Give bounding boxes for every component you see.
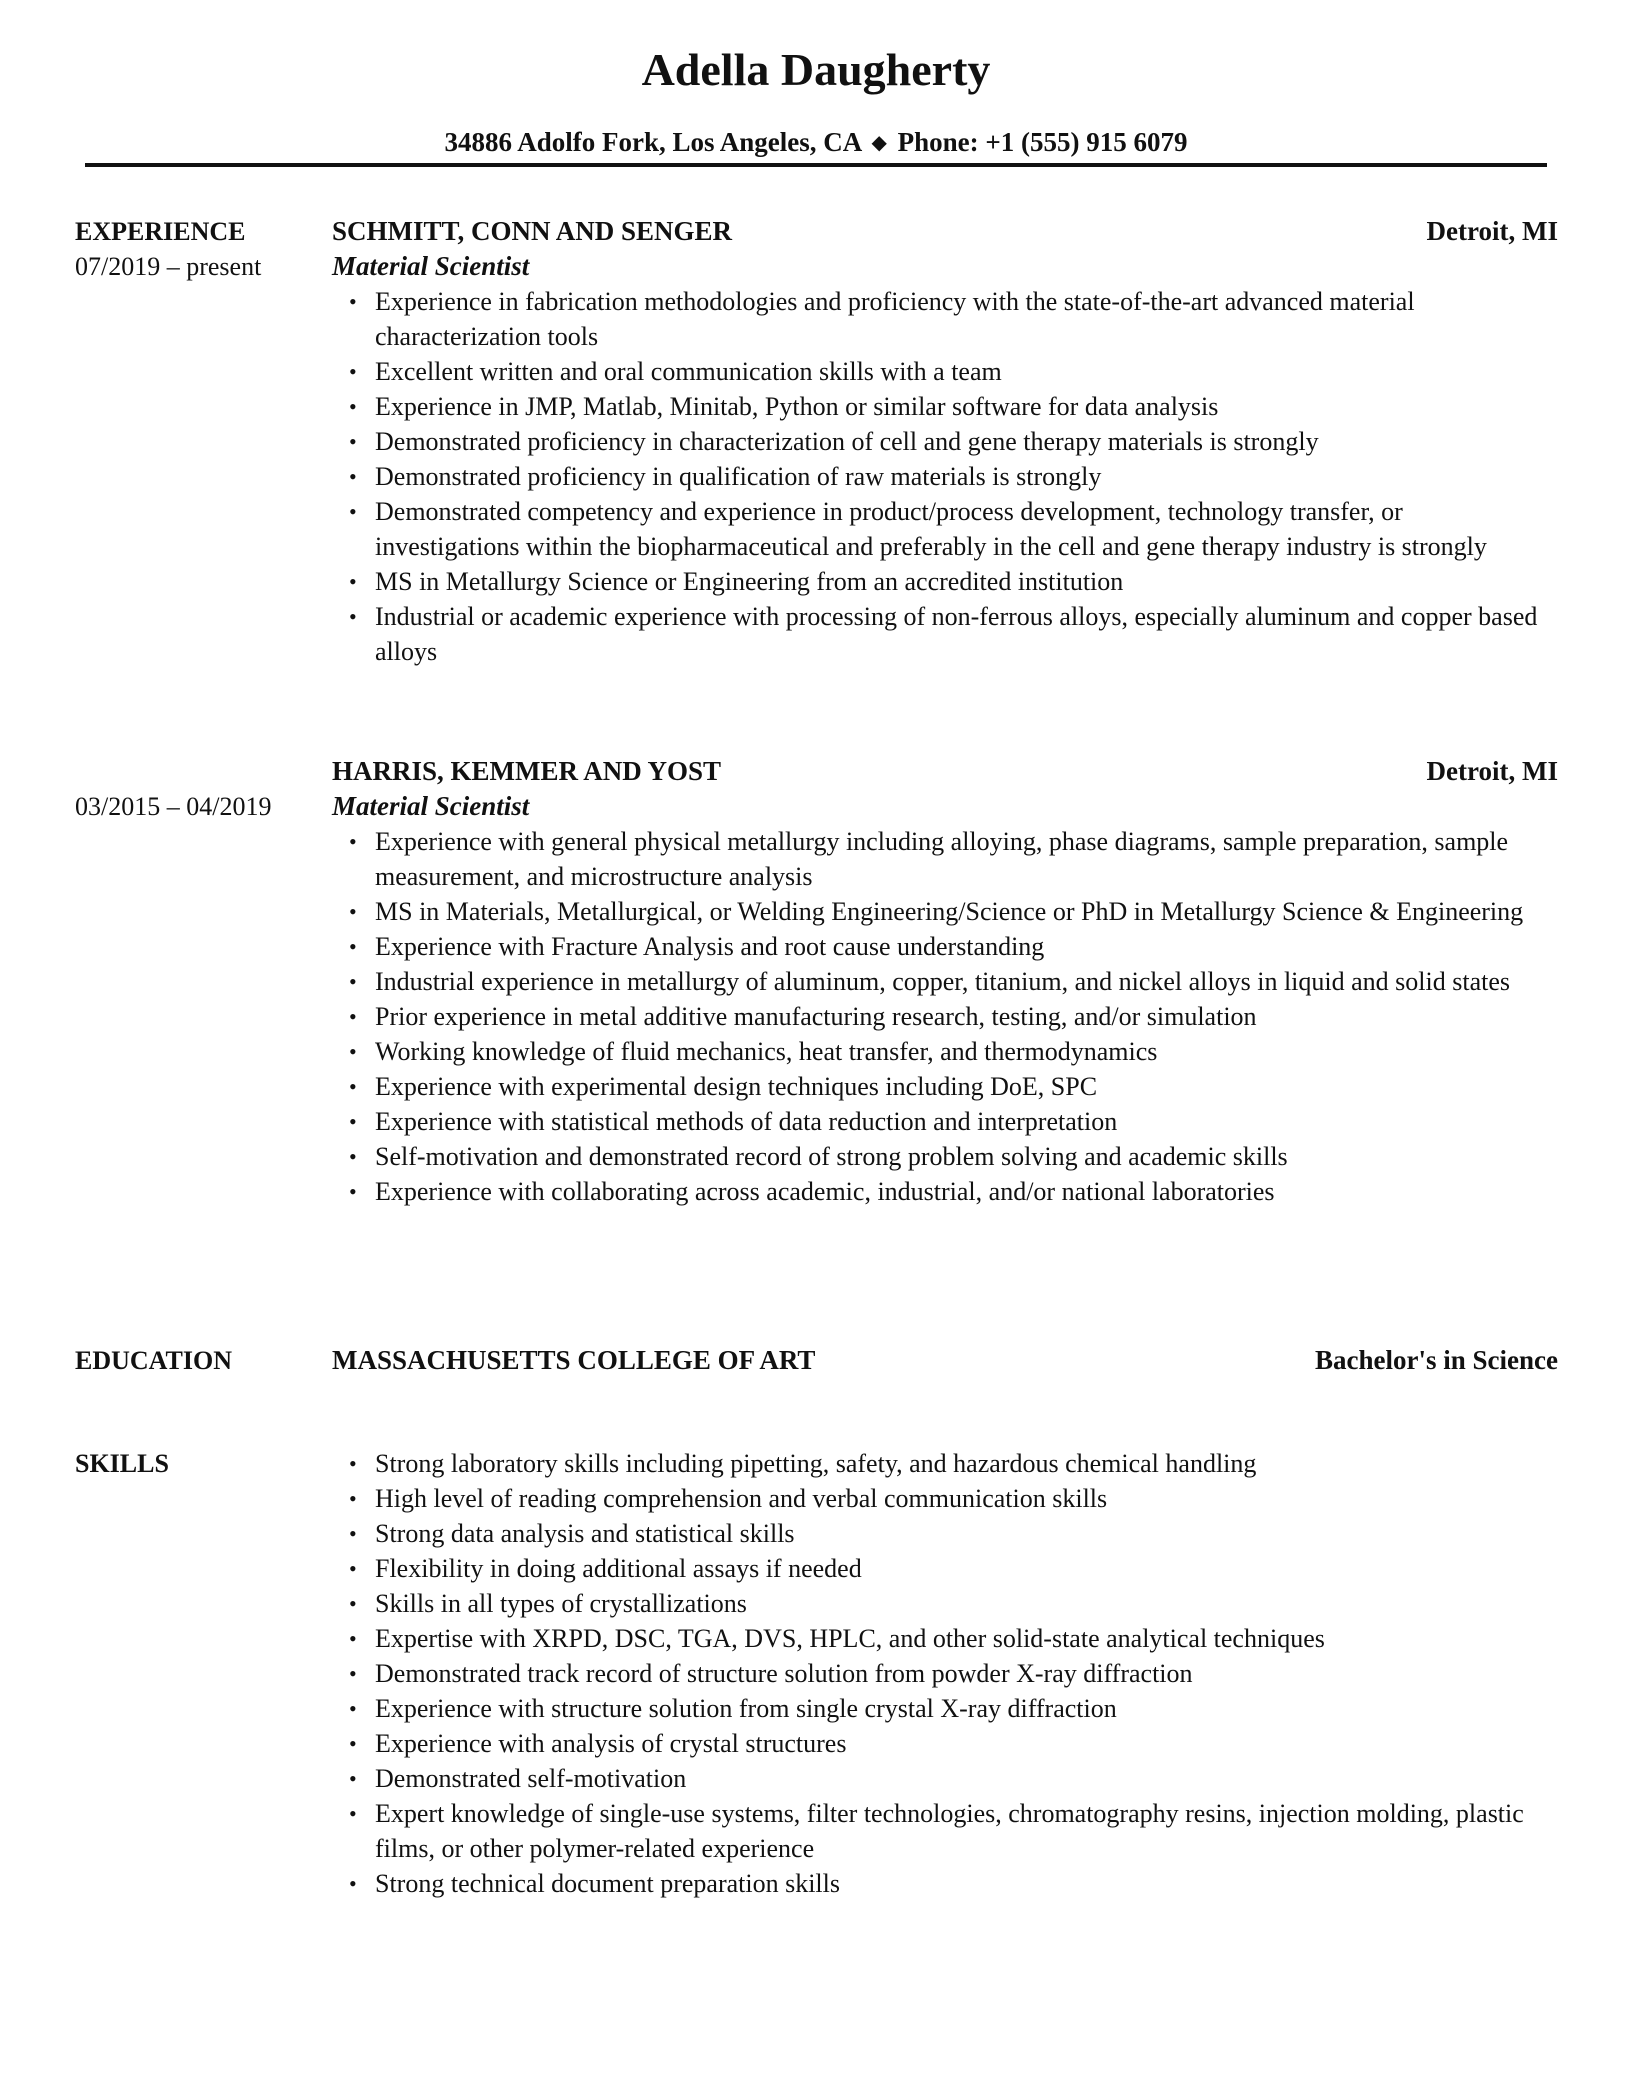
bullet-text: Prior experience in metal additive manufacturing research, testing, and/or simulation xyxy=(375,1002,1257,1031)
phone: Phone: +1 (555) 915 6079 xyxy=(897,127,1188,157)
bullet-icon: • xyxy=(349,394,357,419)
bullet-text: Self-motivation and demonstrated record of strong problem solving and academic skills xyxy=(375,1142,1288,1171)
bullet-item xyxy=(349,929,1558,964)
bullet-item xyxy=(349,389,1558,424)
degree: Bachelor's in Science xyxy=(1315,1345,1558,1375)
bullet-text: Excellent written and oral communication skills with a team xyxy=(375,357,1002,386)
bullet-icon: • xyxy=(349,429,357,454)
bullet-icon: • xyxy=(349,1179,357,1204)
bullet-item xyxy=(349,1446,1558,1481)
bullet-item xyxy=(349,424,1558,459)
bullet-item xyxy=(349,1796,1558,1866)
contact-line xyxy=(0,124,1632,163)
bullet-icon: • xyxy=(349,934,357,959)
section-label-skills: SKILLS xyxy=(75,1449,169,1478)
bullet-text: High level of reading comprehension and verbal communication skills xyxy=(375,1484,1108,1513)
diamond-separator-icon: ◆ xyxy=(871,132,887,154)
bullet-icon: • xyxy=(349,1451,357,1476)
bullet-item xyxy=(349,824,1558,894)
bullet-item xyxy=(349,1621,1558,1656)
bullet-icon: • xyxy=(349,289,357,314)
bullet-item xyxy=(349,1586,1558,1621)
bullet-item xyxy=(349,1034,1558,1069)
bullet-item xyxy=(349,564,1558,599)
bullet-icon: • xyxy=(349,1004,357,1029)
bullet-text: Demonstrated competency and experience in product/process development, technology transfer, or investigations within the biopharmaceutical and preferably in the cell and gene therapy industry is strongly xyxy=(375,497,1487,561)
bullet-text: Experience in JMP, Matlab, Minitab, Python or similar software for data analysis xyxy=(375,392,1219,421)
bullet-icon: • xyxy=(349,1626,357,1651)
job-title: Material Scientist xyxy=(332,251,530,281)
bullet-icon: • xyxy=(349,1521,357,1546)
bullet-item xyxy=(349,284,1558,354)
company-name: HARRIS, KEMMER AND YOST xyxy=(332,756,722,786)
candidate-name: Adella Daugherty xyxy=(641,44,991,95)
bullet-text: Strong laboratory skills including pipetting, safety, and hazardous chemical handling xyxy=(375,1449,1257,1478)
bullet-text: Experience with general physical metallurgy including alloying, phase diagrams, sample preparation, sample measurement, and microstructure analysis xyxy=(375,827,1509,891)
bullet-item xyxy=(349,1691,1558,1726)
company-name: SCHMITT, CONN AND SENGER xyxy=(332,216,733,246)
job-title: Material Scientist xyxy=(332,791,530,821)
skills-list-container xyxy=(332,1446,1558,1901)
bullet-item xyxy=(349,1516,1558,1551)
bullet-icon: • xyxy=(349,1661,357,1686)
bullet-text: Experience with analysis of crystal structures xyxy=(375,1729,847,1758)
bullet-item xyxy=(349,1104,1558,1139)
bullet-icon: • xyxy=(349,1766,357,1791)
job-entry xyxy=(332,754,1558,1209)
bullet-icon: • xyxy=(349,464,357,489)
bullet-icon: • xyxy=(349,1871,357,1896)
bullet-icon: • xyxy=(349,1801,357,1826)
header-divider xyxy=(85,163,1547,167)
bullet-text: Industrial or academic experience with processing of non-ferrous alloys, especially aluminum and copper based alloys xyxy=(375,602,1538,666)
bullet-item xyxy=(349,1761,1558,1796)
section-label-experience: EXPERIENCE xyxy=(75,217,246,246)
bullet-text: Demonstrated proficiency in qualification of raw materials is strongly xyxy=(375,462,1102,491)
bullet-text: MS in Materials, Metallurgical, or Welding Engineering/Science or PhD in Metallurgy Science & Engineering xyxy=(375,897,1524,926)
bullet-icon: • xyxy=(349,1486,357,1511)
address: 34886 Adolfo Fork, Los Angeles, CA xyxy=(444,127,861,157)
bullet-item xyxy=(349,1481,1558,1516)
skills-list xyxy=(332,1446,1558,1901)
bullet-text: Demonstrated proficiency in characterization of cell and gene therapy materials is strongly xyxy=(375,427,1319,456)
job-dates: 07/2019 – present xyxy=(75,252,262,281)
bullet-icon: • xyxy=(349,1074,357,1099)
bullet-text: Expertise with XRPD, DSC, TGA, DVS, HPLC, and other solid-state analytical techniques xyxy=(375,1624,1325,1653)
bullet-icon: • xyxy=(349,969,357,994)
bullet-item xyxy=(349,354,1558,389)
job-location: Detroit, MI xyxy=(1426,756,1558,786)
bullet-text: Demonstrated self-motivation xyxy=(375,1764,687,1793)
bullet-icon: • xyxy=(349,1039,357,1064)
job-entry xyxy=(332,214,1558,669)
bullet-text: Skills in all types of crystallizations xyxy=(375,1589,747,1618)
bullet-item xyxy=(349,599,1558,669)
bullet-item xyxy=(349,1174,1558,1209)
bullet-item xyxy=(349,894,1558,929)
bullet-text: Experience with experimental design techniques including DoE, SPC xyxy=(375,1072,1098,1101)
bullet-icon: • xyxy=(349,1731,357,1756)
bullet-text: Experience with Fracture Analysis and root cause understanding xyxy=(375,932,1045,961)
bullet-item xyxy=(349,964,1558,999)
bullet-text: Flexibility in doing additional assays if needed xyxy=(375,1554,862,1583)
bullet-icon: • xyxy=(349,899,357,924)
bullet-icon: • xyxy=(349,499,357,524)
bullet-text: MS in Metallurgy Science or Engineering from an accredited institution xyxy=(375,567,1124,596)
bullet-icon: • xyxy=(349,359,357,384)
bullet-text: Industrial experience in metallurgy of aluminum, copper, titanium, and nickel alloys in liquid and solid states xyxy=(375,967,1510,996)
education-entry xyxy=(332,1343,1558,1378)
bullet-item xyxy=(349,494,1558,564)
bullet-text: Demonstrated track record of structure solution from powder X-ray diffraction xyxy=(375,1659,1193,1688)
bullet-text: Experience with statistical methods of data reduction and interpretation xyxy=(375,1107,1118,1136)
bullet-icon: • xyxy=(349,1696,357,1721)
bullet-text: Experience with collaborating across academic, industrial, and/or national laboratories xyxy=(375,1177,1275,1206)
job-location: Detroit, MI xyxy=(1426,216,1558,246)
bullet-item xyxy=(349,999,1558,1034)
bullet-icon: • xyxy=(349,829,357,854)
bullet-text: Expert knowledge of single-use systems, filter technologies, chromatography resins, injection molding, plastic films, or other polymer-related experience xyxy=(375,1799,1524,1863)
bullet-icon: • xyxy=(349,1109,357,1134)
section-label-education: EDUCATION xyxy=(75,1346,232,1375)
bullet-text: Working knowledge of fluid mechanics, heat transfer, and thermodynamics xyxy=(375,1037,1158,1066)
bullet-item xyxy=(349,1069,1558,1104)
bullet-item xyxy=(349,459,1558,494)
bullet-text: Experience with structure solution from single crystal X-ray diffraction xyxy=(375,1694,1117,1723)
bullet-item xyxy=(349,1551,1558,1586)
bullet-icon: • xyxy=(349,1556,357,1581)
bullet-icon: • xyxy=(349,569,357,594)
bullet-item xyxy=(349,1656,1558,1691)
job-dates: 03/2015 – 04/2019 xyxy=(75,792,272,821)
bullet-icon: • xyxy=(349,604,357,629)
bullet-item xyxy=(349,1139,1558,1174)
bullet-item xyxy=(349,1866,1558,1901)
bullet-icon: • xyxy=(349,1144,357,1169)
bullet-text: Strong technical document preparation skills xyxy=(375,1869,840,1898)
bullet-item xyxy=(349,1726,1558,1761)
job-bullets xyxy=(332,284,1558,669)
job-bullets xyxy=(332,824,1558,1209)
bullet-text: Strong data analysis and statistical skills xyxy=(375,1519,795,1548)
school-name: MASSACHUSETTS COLLEGE OF ART xyxy=(332,1345,816,1375)
bullet-icon: • xyxy=(349,1591,357,1616)
bullet-text: Experience in fabrication methodologies and proficiency with the state-of-the-art advanced material characterization tools xyxy=(375,287,1415,351)
